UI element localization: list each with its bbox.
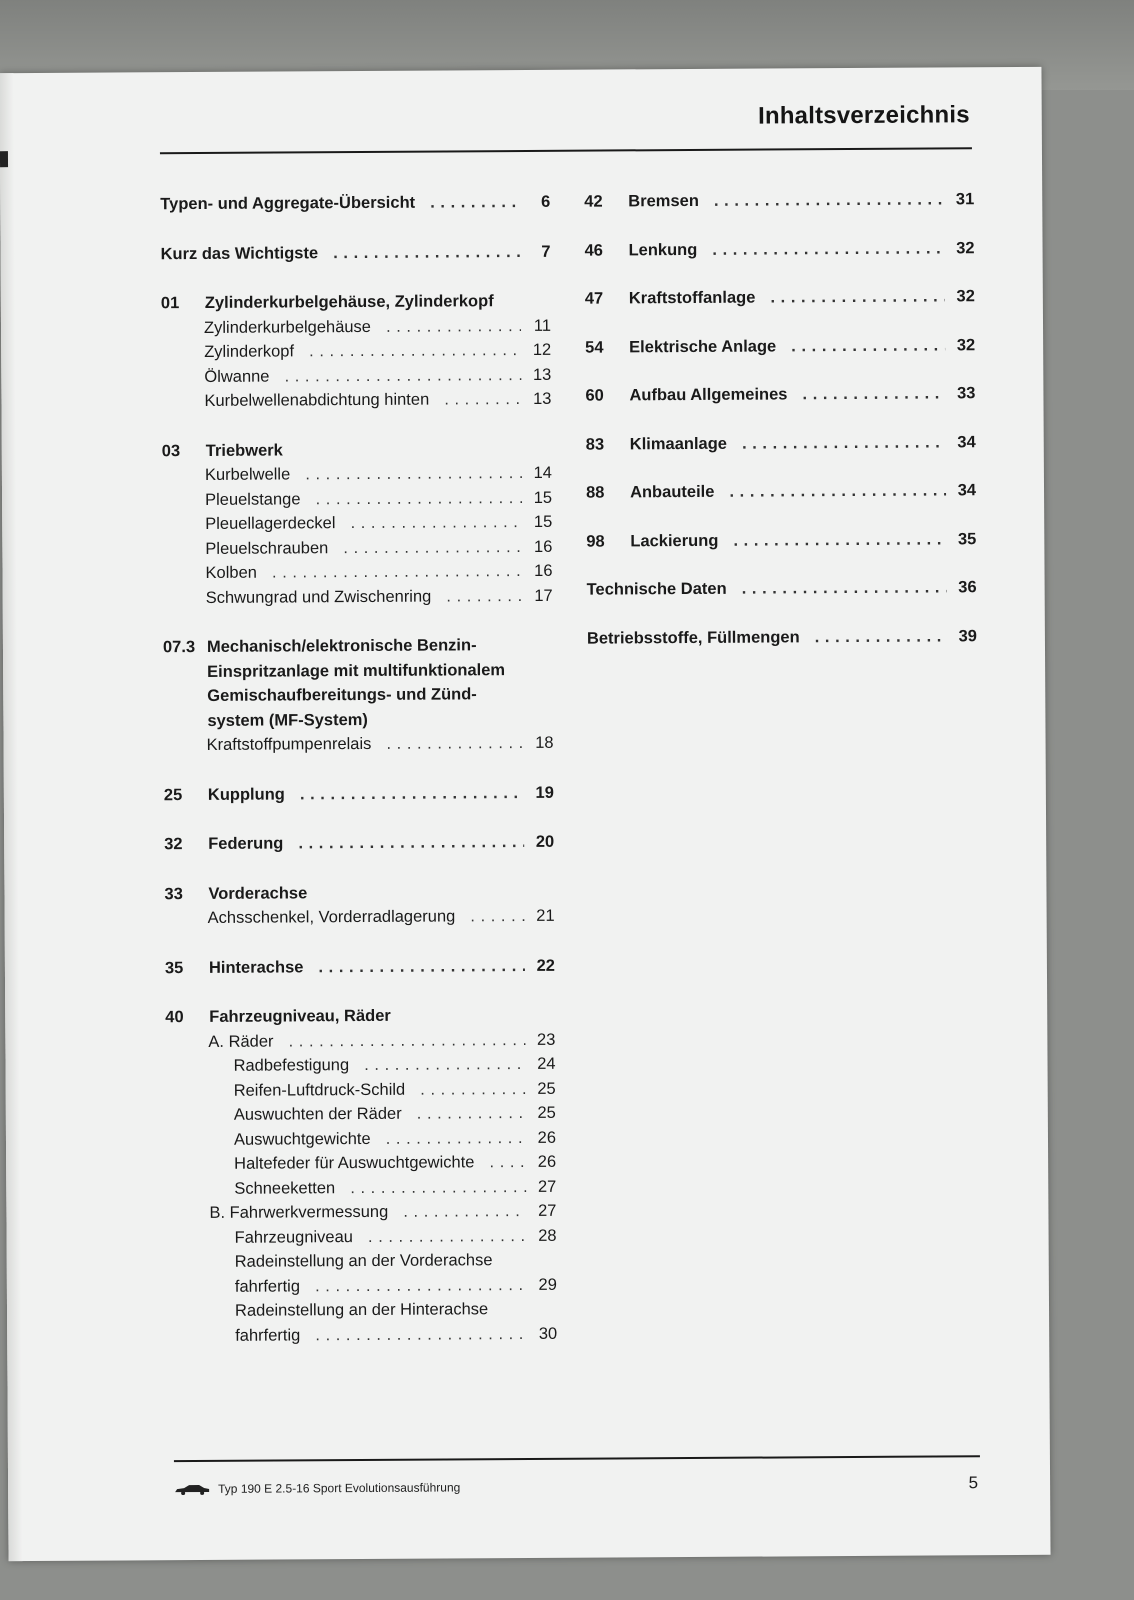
toc-entry (587, 624, 977, 651)
toc-entry-label: Zylinderkurbelgehäuse (203, 317, 372, 337)
toc-entry-label: A. Räder (208, 1032, 274, 1051)
toc-section-number: 47 (584, 289, 604, 308)
toc-page-number: 19 (535, 783, 554, 802)
toc-section-number: 25 (163, 785, 183, 804)
toc-page-number: 16 (533, 537, 553, 556)
toc-page-number: 16 (534, 561, 553, 580)
toc-entry (166, 1150, 556, 1177)
toc-entry (162, 559, 552, 586)
toc-group (585, 333, 975, 360)
toc-entry-label: Kolben (205, 563, 257, 582)
toc-leader (586, 527, 946, 554)
toc-section-number (163, 684, 207, 709)
toc-page-number: 29 (538, 1275, 557, 1294)
toc-entry-label: Hinterachse (208, 957, 304, 977)
toc-entry (162, 534, 552, 561)
toc-page-number: 27 (537, 1177, 557, 1196)
toc-leader (205, 461, 522, 487)
toc-leader (205, 559, 522, 585)
toc-page-number: 33 (957, 384, 976, 403)
toc-group (584, 187, 974, 214)
toc-section-heading (163, 706, 553, 733)
toc-entry (167, 1223, 557, 1250)
toc-entry (166, 1076, 556, 1103)
toc-group (164, 830, 554, 857)
toc-section-number: 32 (164, 835, 183, 854)
toc-section-number: 03 (161, 441, 181, 460)
toc-group (584, 236, 974, 263)
toc-section-number: 46 (584, 241, 603, 260)
toc-entry (167, 1321, 557, 1348)
toc-entry (587, 575, 977, 602)
toc-page-number: 21 (536, 906, 555, 925)
toc-section-number: 01 (160, 294, 180, 313)
toc-section-heading (163, 657, 553, 684)
toc-page-number: 20 (535, 832, 555, 851)
toc-page-number: 15 (533, 512, 553, 531)
toc-leader (208, 1028, 525, 1054)
toc-section-title: Zylinderkurbelgehäuse, Zylinderkopf (204, 292, 494, 312)
toc-right-column (584, 187, 977, 674)
toc-section-number: 83 (585, 435, 605, 454)
toc-entry (166, 1199, 556, 1226)
toc-group (585, 284, 975, 311)
toc-section-number: 35 (164, 958, 184, 977)
toc-entry (162, 485, 552, 512)
toc-leader (160, 240, 520, 267)
toc-leader (584, 187, 944, 214)
footer (174, 1480, 460, 1496)
toc-page-number: 32 (956, 335, 976, 354)
toc-section-number: 98 (586, 532, 605, 551)
toc-entry-label: Technische Daten (586, 579, 727, 599)
toc-entry-label: Haltefeder für Auswuchtgewichte (234, 1153, 475, 1173)
toc-section-heading (163, 682, 553, 709)
toc-entry (165, 953, 555, 980)
toc-group (164, 879, 554, 930)
toc-entry-label: Typen- und Aggregate-Übersicht (160, 193, 416, 214)
toc-page-number: 12 (532, 340, 552, 359)
toc-group (586, 478, 976, 505)
toc-page-number: 25 (537, 1079, 556, 1098)
toc-page-number: 26 (537, 1152, 557, 1171)
toc-page-number: 24 (537, 1054, 556, 1073)
toc-section-title: Gemischaufbereitungs- und Zünd- (207, 685, 477, 705)
toc-page-number: 36 (958, 578, 977, 597)
toc-entry (163, 583, 553, 610)
toc-section-title: Einspritzanlage mit multifunktionalem (207, 660, 506, 681)
toc-entry-label: fahrfertig (234, 1276, 301, 1296)
toc-entry (586, 478, 976, 505)
toc-leader (206, 731, 523, 757)
toc-leader (234, 1101, 526, 1127)
toc-entry-label: Kraftstoffanlage (628, 288, 756, 308)
toc-leader (235, 1321, 527, 1347)
toc-leader (586, 430, 946, 457)
toc-entry (164, 830, 554, 857)
toc-entry (161, 313, 551, 340)
toc-page-number: 26 (537, 1128, 557, 1147)
toc-entry (162, 461, 552, 488)
toc-section-number: 60 (585, 386, 604, 405)
toc-entry (585, 333, 975, 360)
toc-page-number: 23 (536, 1030, 556, 1049)
toc-leader (205, 486, 522, 512)
toc-leader (234, 1174, 526, 1200)
toc-leader (235, 1223, 527, 1249)
toc-page-number: 25 (537, 1103, 556, 1122)
toc-entry-label: Lackierung (630, 531, 719, 550)
toc-entry-label: Ölwanne (204, 367, 270, 386)
toc-entry (166, 1174, 556, 1201)
toc-entry-label: Pleuelstange (205, 489, 301, 509)
toc-page-number: 13 (533, 389, 552, 408)
toc-group (585, 381, 975, 408)
toc-section-number (163, 659, 207, 684)
toc-entry-label: Elektrische Anlage (629, 336, 777, 356)
page-edge (0, 73, 23, 1561)
toc-page-number: 15 (533, 488, 553, 507)
toc-leader (204, 314, 521, 340)
toc-entry (161, 362, 551, 389)
toc-section-title: Triebwerk (205, 440, 283, 460)
page-title: Inhaltsverzeichnis (757, 101, 970, 130)
toc-leader (165, 954, 525, 981)
page-number: 5 (968, 1473, 979, 1493)
footer-model: Typ 190 E 2.5-16 Sport Evolutionsausführung (218, 1480, 461, 1496)
toc-group (162, 436, 553, 610)
toc-entry-label: Zylinderkopf (204, 342, 295, 361)
toc-entry-label: Kraftstoffpumpenrelais (206, 734, 372, 754)
toc-leader (204, 363, 521, 389)
toc-page-number: 27 (538, 1201, 557, 1220)
toc-section-heading (164, 879, 554, 906)
toc-entry (165, 904, 555, 931)
toc-entry (165, 1052, 555, 1079)
toc-entry-label: Auswuchten der Räder (233, 1104, 402, 1124)
toc-entry-label: Kurbelwellenabdichtung hinten (204, 390, 430, 410)
toc-page-number: 35 (957, 529, 977, 548)
toc-entry (585, 381, 975, 408)
toc-page-number: 34 (957, 481, 977, 500)
toc-section-title: Fahrzeugniveau, Räder (209, 1006, 391, 1026)
toc-leader (205, 510, 522, 536)
toc-entry-label: B. Fahrwerkvermessung (209, 1202, 389, 1222)
toc-page-number: 13 (532, 365, 552, 384)
toc-section-heading (162, 436, 552, 463)
toc-page-number: 34 (957, 432, 976, 451)
toc-entry (584, 187, 974, 214)
toc-entry (162, 510, 552, 537)
toc-group (160, 190, 550, 217)
toc-entry-label: Kurbelwelle (204, 465, 291, 484)
toc-page-number: 7 (541, 242, 551, 261)
binding-mark (0, 151, 8, 167)
toc-leader (204, 338, 521, 364)
title-rule (160, 147, 972, 154)
toc-group (160, 239, 550, 266)
toc-section-title: system (MF-System) (207, 710, 368, 730)
toc-entry-label: Fahrzeugniveau (234, 1227, 353, 1247)
toc-page-number: 32 (956, 287, 975, 306)
toc-section-number: 40 (165, 1008, 184, 1027)
toc-leader (209, 1199, 526, 1225)
toc-entry (161, 387, 551, 414)
toc-entry (584, 236, 974, 263)
toc-entry (160, 190, 550, 217)
toc-entry-label: Bremsen (628, 191, 699, 211)
toc-entry-label: Anbauteile (629, 482, 715, 502)
toc-leader (160, 190, 520, 217)
toc-leader (585, 284, 945, 311)
toc-entry (585, 284, 975, 311)
toc-entry-label: Pleuelschrauben (205, 538, 329, 558)
toc-leader (234, 1150, 526, 1176)
toc-entry-label: Klimaanlage (629, 434, 728, 453)
toc-section-heading (163, 633, 553, 660)
toc-entry-label: Federung (208, 834, 284, 853)
toc-section-heading (165, 1003, 555, 1030)
toc-leader (585, 381, 945, 408)
toc-group (586, 527, 976, 554)
toc-entry-label: fahrfertig (235, 1325, 301, 1345)
toc-group (587, 624, 977, 651)
footer-rule (174, 1455, 980, 1462)
car-icon (174, 1483, 210, 1495)
toc-entry-label: Kurz das Wichtigste (160, 243, 319, 263)
toc-leader (235, 1272, 527, 1298)
toc-page-number: 39 (958, 626, 977, 645)
toc-entry-label: Kupplung (207, 784, 285, 804)
toc-page-number: 14 (533, 463, 552, 482)
toc-leader (208, 904, 525, 930)
toc-page-number: 6 (541, 192, 551, 211)
toc-group (165, 1003, 557, 1348)
toc-page-number: 32 (956, 238, 975, 257)
toc-entry-label: Schneeketten (234, 1178, 336, 1198)
toc-group (164, 780, 554, 807)
toc-page-number: 31 (955, 190, 975, 209)
toc-section-number (163, 708, 207, 733)
toc-entry-label: Radbefestigung (233, 1056, 350, 1075)
toc-leader (584, 236, 944, 263)
toc-group (161, 289, 552, 414)
toc-entry (164, 780, 554, 807)
toc-entry-label: Pleuellagerdeckel (205, 514, 336, 533)
toc-entry-label: Radeinstellung an der Hinterachse (234, 1300, 489, 1320)
toc-entry-label: Aufbau Allgemeines (629, 385, 788, 405)
toc-entry-label: Auswuchtgewichte (233, 1129, 371, 1149)
toc-section-number: 88 (585, 483, 605, 502)
toc-leader (204, 387, 521, 413)
toc-leader (586, 478, 946, 505)
document-page (0, 67, 1051, 1561)
toc-page-number: 22 (536, 956, 555, 975)
toc-leader (234, 1077, 526, 1103)
toc-entry-label: Reifen-Luftdruck-Schild (233, 1080, 406, 1100)
toc-leader (164, 781, 524, 808)
toc-left-column (160, 190, 557, 1373)
toc-section-number: 07.3 (162, 638, 196, 657)
toc-entry (166, 1101, 556, 1128)
toc-page-number: 28 (538, 1226, 557, 1245)
toc-section-heading (161, 289, 551, 316)
toc-entry (166, 1125, 556, 1152)
toc-leader (233, 1052, 525, 1078)
toc-entry (160, 239, 550, 266)
toc-section-title: Mechanisch/elektronische Benzin- (206, 636, 477, 656)
toc-leader (234, 1126, 526, 1152)
toc-page-number: 18 (535, 733, 554, 752)
toc-section-number: 42 (584, 192, 603, 211)
toc-entry-label: Lenkung (628, 240, 698, 259)
toc-section-title: Vorderachse (208, 883, 308, 903)
toc-leader (164, 830, 524, 857)
toc-entry (586, 430, 976, 457)
toc-group (587, 575, 977, 602)
toc-leader (205, 535, 522, 561)
toc-leader (587, 575, 947, 602)
toc-entry-label: Betriebsstoffe, Füllmengen (586, 627, 800, 648)
toc-section-number: 33 (164, 884, 183, 903)
toc-section-number: 54 (585, 338, 604, 357)
toc-leader (206, 584, 523, 610)
toc-entry (163, 731, 553, 758)
toc-group (586, 430, 976, 457)
toc-entry (167, 1272, 557, 1299)
toc-entry (161, 338, 551, 365)
toc-entry-label: Achsschenkel, Vorderradlagerung (207, 907, 456, 927)
toc-leader (587, 624, 947, 651)
toc-entry-label: Radeinstellung an der Vorderachse (234, 1251, 493, 1271)
toc-group (163, 633, 554, 758)
toc-entry (586, 527, 976, 554)
toc-group (165, 953, 555, 980)
toc-page-number: 30 (538, 1324, 558, 1343)
toc-entry (165, 1027, 555, 1054)
toc-leader (585, 333, 945, 360)
toc-entry-label: Schwungrad und Zwischenring (205, 587, 432, 607)
toc-page-number: 17 (534, 586, 553, 605)
toc-page-number: 11 (533, 316, 552, 335)
